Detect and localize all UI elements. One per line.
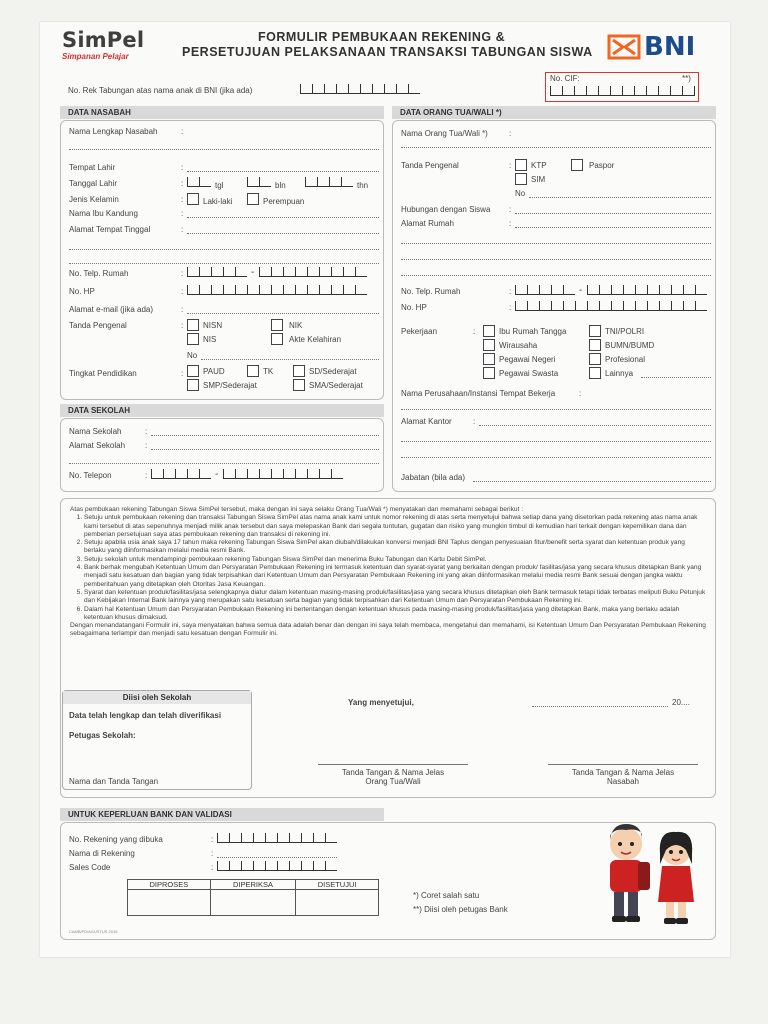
terms-list bbox=[70, 514, 706, 622]
input-alamat-sekolah-1[interactable] bbox=[151, 449, 379, 450]
label-paud: PAUD bbox=[203, 367, 225, 376]
input-telp-nomor[interactable] bbox=[259, 267, 367, 277]
checkbox-akte[interactable] bbox=[271, 333, 283, 345]
sign-line-ortu[interactable] bbox=[318, 764, 468, 765]
input-alamat-rumah-4[interactable] bbox=[401, 275, 711, 276]
footer-code: CAMB/FD/AGUSTUS 2016 bbox=[69, 929, 118, 934]
input-job-lainnya[interactable] bbox=[641, 377, 711, 378]
label-job: TNI/POLRI bbox=[605, 327, 645, 336]
checkbox-job-lainnya[interactable] bbox=[589, 367, 601, 379]
label-nama-ortu: Nama Orang Tua/Wali *) bbox=[401, 129, 488, 138]
header-disetujui: DISETUJUI bbox=[296, 880, 379, 890]
input-perusahaan[interactable] bbox=[401, 409, 711, 410]
checkbox-job-ibu-rumah-tangga[interactable] bbox=[483, 325, 495, 337]
simpel-logo: SimPel bbox=[62, 28, 145, 52]
header-diperiksa: DIPERIKSA bbox=[210, 880, 295, 890]
approval-table bbox=[127, 879, 379, 916]
label-tgl: tgl bbox=[215, 181, 224, 190]
simpel-tagline: Simpanan Pelajar bbox=[62, 52, 129, 61]
checkbox-paud[interactable] bbox=[187, 365, 199, 377]
input-jabatan[interactable] bbox=[473, 481, 711, 482]
label-alamat-tinggal: Alamat Tempat Tinggal bbox=[69, 225, 151, 234]
section-data-sekolah: DATA SEKOLAH bbox=[60, 404, 384, 417]
bni-logo-icon bbox=[607, 34, 641, 60]
sign-line-nasabah[interactable] bbox=[548, 764, 698, 765]
label-sales-code: Sales Code bbox=[69, 863, 111, 872]
input-alamat-2[interactable] bbox=[69, 249, 379, 250]
input-tanggal-ttd[interactable] bbox=[532, 706, 668, 707]
input-telp-kode[interactable] bbox=[187, 267, 247, 277]
label-nama-sekolah: Nama Sekolah bbox=[69, 427, 122, 436]
sign-ortu-line2: Orang Tua/Wali bbox=[365, 777, 421, 786]
input-alamat-sekolah-2[interactable] bbox=[69, 463, 379, 464]
terms-item: 4. Bank berhak mengubah Ketentuan Umum dan Persyaratan Pembukaan Rekening ini termasuk ketentuan dan syarat-syarat yang berkaitan dengan produk/ fasilitas/jasa yang secara khusus ditetapkan Bank yang menjadi satu kesatuan dan bagian yang tidak terpisahkan dari Ketentuan Umum dan Persyaratan Pembukaan Rekening ini yang akan diinformasikan melalui media resmi Bank sesuai dengan jangka waktu pemberitahuan yang ditetapkan oleh Otoritas Jasa Keuangan. bbox=[84, 564, 706, 589]
input-tempat-lahir[interactable] bbox=[187, 171, 379, 172]
input-nama-nasabah[interactable] bbox=[69, 149, 379, 150]
terms-item: 1. Setuju untuk pembukaan rekening dan transaksi Tabungan Siswa SimPel atas nama anak kami untuk nomor rekening di atas serta menyetujui bahwa setiap dana yang disetorkan pada rekening atas nama anak kami tersebut di atas sepenuhnya menjadi milik anak tersebut dan saya melepaskan Bank dari segala tuntutan, gugatan dan risiko yang mungkin timbul di kemudian hari terkait dengan kepemilikan dana dan pemberian persetujuan saya atas pembukaan rekening dan transaksi di rekening ini. bbox=[84, 514, 706, 539]
school-box bbox=[62, 690, 252, 790]
cell-diperiksa[interactable] bbox=[210, 890, 295, 916]
input-sales-code[interactable] bbox=[217, 861, 337, 871]
input-hubungan[interactable] bbox=[515, 213, 711, 214]
yang-menyetujui: Yang menyetujui, bbox=[348, 698, 414, 707]
checkbox-paspor[interactable] bbox=[571, 159, 583, 171]
label-pengenal-ortu: Tanda Pengenal bbox=[401, 161, 459, 170]
label-tanggal-lahir: Tanggal Lahir bbox=[69, 179, 118, 188]
label-perusahaan: Nama Perusahaan/Instansi Tempat Bekerja bbox=[401, 389, 556, 398]
input-alamat-3[interactable] bbox=[69, 263, 379, 264]
form-title-line1: FORMULIR PEMBUKAAN REKENING & bbox=[258, 30, 506, 44]
panel-sekolah: Nama Sekolah : Alamat Sekolah : No. Telepon : - bbox=[60, 418, 384, 492]
label-job: Lainnya bbox=[605, 369, 634, 378]
input-hp-ortu[interactable] bbox=[515, 301, 707, 311]
cif-note: **) bbox=[682, 74, 691, 83]
sign-caption-nasabah bbox=[538, 768, 708, 786]
input-telp-ortu-nomor[interactable] bbox=[587, 285, 707, 295]
label-job: Pegawai Swasta bbox=[499, 369, 559, 378]
terms-text bbox=[70, 506, 706, 639]
section-data-nasabah: DATA NASABAH bbox=[60, 106, 384, 119]
label-job: Ibu Rumah Tangga bbox=[499, 327, 567, 336]
label-email: Alamat e-mail (jika ada) bbox=[69, 305, 154, 314]
label-tingkat: Tingkat Pendidikan bbox=[69, 369, 137, 378]
label-jenis-kelamin: Jenis Kelamin bbox=[69, 195, 119, 204]
input-no-pengenal-ortu[interactable] bbox=[529, 197, 711, 198]
input-nama-ortu[interactable] bbox=[401, 147, 711, 148]
label-telp-ortu: No. Telp. Rumah bbox=[401, 287, 461, 296]
school-petugas: Petugas Sekolah: bbox=[69, 731, 136, 740]
input-bln[interactable] bbox=[247, 177, 271, 187]
label-job: Profesional bbox=[605, 355, 646, 364]
checkbox-nik[interactable] bbox=[271, 319, 283, 331]
input-telepon-nomor[interactable] bbox=[223, 469, 343, 479]
cell-diproses[interactable] bbox=[128, 890, 211, 916]
terms-intro: Atas pembukaan rekening Tabungan Siswa SimPel tersebut, maka dengan ini saya selaku Orang Tua/Wali *) menyatakan dan memahami sebagai berikut : bbox=[70, 506, 524, 513]
label-laki: Laki-laki bbox=[203, 197, 233, 206]
label-job: Pegawai Negeri bbox=[499, 355, 556, 364]
input-alamat-kantor-2[interactable] bbox=[401, 441, 711, 442]
terms-item: 5. Syarat dan ketentuan produk/fasilitas/jasa selengkapnya diatur dalam ketentuan masing-masing produk/fasilitas/jasa yang secara khusus ditetapkan oleh Bank termasuk tetapi tidak terbatas meliputi Buku Petunjuk dan Kebijakan Internal Bank lainnya yang merupakan satu kesatuan serta bagian yang tidak terpisahkan dari Ketentuan Umum dan Persyaratan Pembukaan Rekening ini. bbox=[84, 589, 706, 606]
panel-nasabah: Nama Lengkap Nasabah : Tempat Lahir : Tanggal Lahir : tgl bln thn Jenis Kelamin : Laki-laki Perempuan Nama Ibu Kandung : Alamat Tempat Tinggal : No. Telp. Rumah : - No. HP : Alamat e-mail (jika ada) : Tanda Pengenal : NISN NIS NIK Akte Kelahiran No Tingkat Pendidikan : PAUD TK SD/Sederajat SMP/Sederajat SMA/Sederajat bbox=[60, 120, 384, 400]
sign-nasabah-line2: Nasabah bbox=[606, 777, 640, 786]
rek-label: No. Rek Tabungan atas nama anak di BNI (jika ada) bbox=[68, 86, 253, 95]
terms-item: 6. Dalam hal Ketentuan Umum dan Persyaratan Pembukaan Rekening ini bertentangan dengan ketentuan khusus pada masing-masing produk/fasilitas/jasa yang ditetapkan Bank, maka yang berlaku adalah ketentuan khusus dimaksud. bbox=[84, 606, 706, 623]
checkbox-smp[interactable] bbox=[187, 379, 199, 391]
label-job: BUMN/BUMD bbox=[605, 341, 655, 350]
input-thn[interactable] bbox=[305, 177, 353, 187]
label-alamat-kantor: Alamat Kantor bbox=[401, 417, 452, 426]
checkbox-job-profesional[interactable] bbox=[589, 353, 601, 365]
label-job: Wirausaha bbox=[499, 341, 538, 350]
checkbox-perempuan[interactable] bbox=[247, 193, 259, 205]
input-telp-ortu-kode[interactable] bbox=[515, 285, 575, 295]
input-alamat-rumah-2[interactable] bbox=[401, 243, 711, 244]
checkbox-sma[interactable] bbox=[293, 379, 305, 391]
checkbox-tk[interactable] bbox=[247, 365, 259, 377]
label-telepon-sekolah: No. Telepon bbox=[69, 471, 112, 480]
sign-nasabah-line1: Tanda Tangan & Nama Jelas bbox=[571, 768, 675, 777]
label-perempuan: Perempuan bbox=[263, 197, 305, 206]
checkbox-job-tni-polri[interactable] bbox=[589, 325, 601, 337]
label-ibu-kandung: Nama Ibu Kandung bbox=[69, 209, 138, 218]
label-paspor: Paspor bbox=[589, 161, 615, 170]
cif-label: No. CIF: bbox=[550, 74, 580, 83]
note-diisi-bank: **) Diisi oleh petugas Bank bbox=[413, 905, 508, 914]
terms-item: 2. Setuju apabila usia anak saya 17 tahun maka rekening Tabungan Siswa SimPel akan diubah/dilakukan konversi menjadi BNI Taplus dengan penyesuaian fitur/benefit serta syarat dan ketentuan produk yang berlaku yang diinformasikan melalui media resmi Bank. bbox=[84, 539, 706, 556]
input-telepon-kode[interactable] bbox=[151, 469, 211, 479]
label-smp: SMP/Sederajat bbox=[203, 381, 257, 390]
input-hp[interactable] bbox=[187, 285, 367, 295]
checkbox-ktp[interactable] bbox=[515, 159, 527, 171]
school-box-title: Diisi oleh Sekolah bbox=[63, 691, 251, 704]
form-title-line2: PERSETUJUAN PELAKSANAAN TRANSAKSI TABUNGAN SISWA bbox=[182, 45, 593, 59]
date-suffix: 20.... bbox=[672, 698, 690, 707]
cif-input[interactable] bbox=[550, 86, 695, 96]
bni-logo-text: BNI bbox=[644, 32, 696, 62]
input-alamat-1[interactable] bbox=[187, 233, 379, 234]
label-no-rek-dibuka: No. Rekening yang dibuka bbox=[69, 835, 163, 844]
input-nama-sekolah[interactable] bbox=[151, 435, 379, 436]
label-telp-rumah: No. Telp. Rumah bbox=[69, 269, 129, 278]
label-nama-nasabah: Nama Lengkap Nasabah bbox=[69, 127, 158, 136]
note-coret: *) Coret salah satu bbox=[413, 891, 480, 900]
rek-input[interactable] bbox=[300, 84, 420, 94]
label-hubungan: Hubungan dengan Siswa bbox=[401, 205, 491, 214]
input-alamat-kantor-3[interactable] bbox=[401, 457, 711, 458]
panel-bank: No. Rekening yang dibuka : Nama di Rekening : Sales Code : DIPROSES DIPERIKSA DISETUJUI *) Coret salah satu **) Diisi oleh petugas Bank CAMB/FD/AGUSTUS 2016 bbox=[60, 822, 716, 940]
label-hp: No. HP bbox=[69, 287, 95, 296]
terms-closing: Dengan menandatangani Formulir ini, saya menyatakan bahwa semua data adalah benar dan dengan ini saya telah membaca, mengetahui dan memahami, isi Ketentuan Umum Dan Persyaratan Pembukaan Rekening sebagaimana terlampir dan menjadi satu kesatuan dengan Formulir ini. bbox=[70, 622, 706, 638]
label-alamat-sekolah: Alamat Sekolah bbox=[69, 441, 126, 450]
header-diproses: DIPROSES bbox=[128, 880, 211, 890]
school-nama-ttd: Nama dan Tanda Tangan bbox=[69, 777, 159, 786]
sign-ortu-line1: Tanda Tangan & Nama Jelas bbox=[341, 768, 445, 777]
label-sd: SD/Sederajat bbox=[309, 367, 357, 376]
label-ktp: KTP bbox=[531, 161, 547, 170]
label-alamat-rumah: Alamat Rumah bbox=[401, 219, 454, 228]
checkbox-job-wirausaha[interactable] bbox=[483, 339, 495, 351]
section-data-ortu: DATA ORANG TUA/WALI *) bbox=[392, 106, 716, 119]
label-tk: TK bbox=[263, 367, 274, 376]
checkbox-job-bumn[interactable] bbox=[589, 339, 601, 351]
label-nik: NIK bbox=[289, 321, 303, 330]
checkbox-nis[interactable] bbox=[187, 333, 199, 345]
students-illustration-icon bbox=[588, 810, 712, 934]
panel-ortu: Nama Orang Tua/Wali *) : Tanda Pengenal : KTP Paspor SIM No Hubungan dengan Siswa : Alamat Rumah : No. Telp. Rumah : - No. HP : Pekerjaan : Ibu Rumah Tangga Wirausaha Pegawai Negeri Pegawai Swasta TNI/POLRI BUMN/BUMD Profesional Lainnya Nama Perusahaan/Instansi Tempat Bekerja : Alamat Kantor : Jabatan (bila ada) bbox=[392, 120, 716, 492]
input-tgl[interactable] bbox=[187, 177, 211, 187]
checkbox-job-pegawai-swasta[interactable] bbox=[483, 367, 495, 379]
label-hp-ortu: No. HP bbox=[401, 303, 427, 312]
input-alamat-rumah-1[interactable] bbox=[515, 227, 711, 228]
school-lengkap: Data telah lengkap dan telah diverifikasi bbox=[69, 711, 222, 720]
label-nis: NIS bbox=[203, 335, 217, 344]
label-tempat-lahir: Tempat Lahir bbox=[69, 163, 116, 172]
checkbox-laki[interactable] bbox=[187, 193, 199, 205]
checkbox-job-pegawai-negeri[interactable] bbox=[483, 353, 495, 365]
checkbox-nisn[interactable] bbox=[187, 319, 199, 331]
label-pekerjaan: Pekerjaan bbox=[401, 327, 438, 336]
label-nisn: NISN bbox=[203, 321, 223, 330]
label-tanda-pengenal: Tanda Pengenal bbox=[69, 321, 127, 330]
form-sheet bbox=[40, 22, 730, 957]
checkbox-sim[interactable] bbox=[515, 173, 527, 185]
input-no-rek-dibuka[interactable] bbox=[217, 833, 337, 843]
label-no-pengenal-ortu: No bbox=[515, 189, 526, 198]
input-email[interactable] bbox=[187, 313, 379, 314]
label-no-pengenal: No bbox=[187, 351, 198, 360]
input-no-pengenal[interactable] bbox=[201, 359, 379, 360]
label-sim: SIM bbox=[531, 175, 546, 184]
input-nama-rek[interactable] bbox=[217, 857, 337, 858]
label-akte: Akte Kelahiran bbox=[289, 335, 342, 344]
terms-item: 3. Setuju sekolah untuk mendampingi pembukaan rekening Tabungan Siswa SimPel dan menerima Buku Tabungan dan Kartu Debit SimPel. bbox=[84, 556, 706, 564]
input-alamat-rumah-3[interactable] bbox=[401, 259, 711, 260]
section-bank: UNTUK KEPERLUAN BANK DAN VALIDASI bbox=[60, 808, 384, 821]
checkbox-sd[interactable] bbox=[293, 365, 305, 377]
label-nama-rek: Nama di Rekening bbox=[69, 849, 135, 858]
label-thn: thn bbox=[357, 181, 369, 190]
label-jabatan: Jabatan (bila ada) bbox=[401, 473, 466, 482]
sign-caption-ortu bbox=[308, 768, 478, 786]
input-ibu-kandung[interactable] bbox=[187, 217, 379, 218]
cell-disetujui[interactable] bbox=[296, 890, 379, 916]
cif-box[interactable] bbox=[545, 72, 699, 102]
input-alamat-kantor-1[interactable] bbox=[479, 425, 711, 426]
label-bln: bln bbox=[275, 181, 286, 190]
label-sma: SMA/Sederajat bbox=[309, 381, 363, 390]
